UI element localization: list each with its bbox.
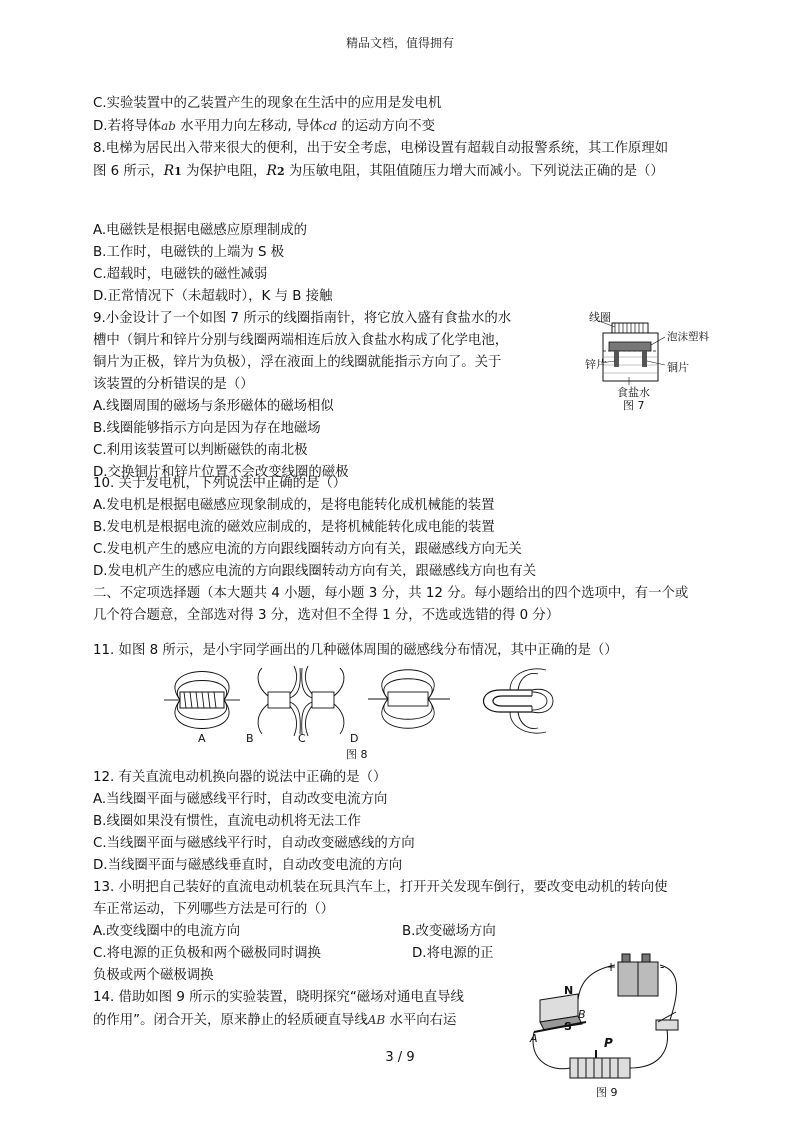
- q8-option-c: C.超载时，电磁铁的磁性减弱: [93, 267, 268, 282]
- q10-stem: 10. 关于发电机，下列说法中正确的是（）: [93, 476, 347, 491]
- label-plus: +: [606, 960, 617, 974]
- label-copper: 铜片: [667, 361, 689, 374]
- q9-stem-line1: 9.小金设计了一个如图 7 所示的线圈指南针，将它放入盛有食盐水的水: [93, 311, 512, 326]
- q9-stem-line2: 槽中（铜片和锌片分别与线圈两端相连后放入食盐水构成了化学电池，: [93, 333, 509, 348]
- q14-stem-line2: 的作用”。闭合开关，原来静止的轻质硬直导线AB 水平向右运: [93, 1013, 457, 1028]
- q8-option-b: B.工作时，电磁铁的上端为 S 极: [93, 245, 285, 260]
- figure-8-label-d: D: [350, 732, 359, 745]
- q13-option-c: C.将电源的正负极和两个磁极同时调换: [93, 946, 321, 961]
- figure-9-apparatus: [530, 950, 700, 1100]
- figure-7-caption: 图 7: [623, 399, 645, 412]
- q8-stem-line2: 图 6 所示，R1 为保护电阻，R2 为压敏电阻，其阻值随压力增大而减小。下列说法正确的是（）: [93, 163, 664, 179]
- page-number: 3 / 9: [385, 1050, 415, 1065]
- q13-stem-line2: 车正常运动，下列哪些方法是可行的（）: [93, 902, 335, 917]
- q13-option-a: A.改变线圈中的电流方向: [93, 924, 241, 939]
- q13-option-b: B.改变磁场方向: [402, 924, 496, 939]
- section-2-heading-line1: 二、不定项选择题（本大题共 4 小题，每小题 3 分，共 12 分。每小题给出的四个选项中，有一个或: [93, 586, 689, 601]
- figure-8-label-c: C: [298, 732, 306, 745]
- figure-8-label-b: B: [246, 732, 254, 745]
- q14-stem-line1: 14. 借助如图 9 所示的实验装置，晓明探究“磁场对通电直导线: [93, 990, 464, 1005]
- r1-symbol: R1: [163, 163, 182, 179]
- q9-stem-line3: 铜片为正极，锌片为负极），浮在液面上的线圈就能指示方向了。关于: [93, 355, 502, 370]
- figure-9-caption: 图 9: [596, 1086, 618, 1099]
- q8-stem-line1: 8.电梯为居民出入带来很大的便利，出于安全考虑，电梯设置有超载自动报警系统，其工作原理如: [93, 141, 669, 156]
- label-zinc: 锌片: [585, 358, 607, 371]
- label-salt-water: 食盐水: [617, 386, 650, 399]
- q8-option-a: A.电磁铁是根据电磁感应原理制成的: [93, 223, 308, 238]
- section-2-heading-line2: 几个符合题意，全部选对得 3 分，选对但不全得 1 分，不选或选错的得 0 分）: [93, 608, 560, 623]
- q9-option-c: C.利用该装置可以判断磁铁的南北极: [93, 443, 308, 458]
- q9-option-d: D.交换铜片和锌片位置不会改变线圈的磁极: [93, 465, 349, 480]
- figure-8-drawing: [160, 664, 560, 744]
- symbol-ab-wire: AB: [367, 1013, 386, 1027]
- label-a-end: A: [530, 1032, 538, 1045]
- figure-8-label-a: A: [198, 732, 206, 745]
- q9-stem-line4: 该装置的分析错误的是（）: [93, 377, 254, 392]
- label-s-pole: S: [564, 1020, 572, 1033]
- q9-option-a: A.线圈周围的磁场与条形磁体的磁场相似: [93, 399, 334, 414]
- q10-option-d: D.发电机产生的感应电流的方向跟线圈转动方向有关，跟磁感线方向也有关: [93, 564, 537, 579]
- q12-option-a: A.当线圈平面与磁感线平行时，自动改变电流方向: [93, 792, 388, 807]
- q9-option-b: B.线圈能够指示方向是因为存在地磁场: [93, 421, 321, 436]
- q13-option-d-line2: 负极或两个磁极调换: [93, 968, 214, 983]
- page-header: 精品文档，值得拥有: [345, 36, 454, 50]
- label-b-end: B: [578, 1008, 586, 1021]
- q12-stem: 12. 有关直流电动机换向器的说法中正确的是（）: [93, 770, 387, 785]
- q11-stem: 11. 如图 8 所示，是小宇同学画出的几种磁体周围的磁感线分布情况，其中正确的是（）: [93, 643, 618, 658]
- r2-symbol: R2: [266, 163, 285, 179]
- q10-option-c: C.发电机产生的感应电流的方向跟线圈转动方向有关，跟磁感线方向无关: [93, 542, 522, 557]
- q12-option-c: C.当线圈平面与磁感线平行时，自动改变磁感线的方向: [93, 836, 415, 851]
- label-n-pole: N: [564, 984, 574, 997]
- figure-8-field-lines: [160, 664, 560, 764]
- q10-option-b: B.发电机是根据电流的磁效应制成的，是将机械能转化成电能的装置: [93, 520, 495, 535]
- q7-option-c: C.实验装置中的乙装置产生的现象在生活中的应用是发电机: [93, 96, 442, 111]
- q7-option-d: D.若将导体ab 水平用力向左移动, 导体cd 的运动方向不变: [93, 119, 436, 134]
- symbol-ab: ab: [161, 119, 176, 133]
- q8-option-d: D.正常情况下（未超载时），K 与 B 接触: [93, 289, 333, 304]
- label-coil: 线圈: [589, 311, 611, 324]
- q12-option-d: D.当线圈平面与磁感线垂直时，自动改变电流的方向: [93, 858, 403, 873]
- q13-option-d-line1: D.将电源的正: [412, 946, 494, 961]
- label-p-slider: P: [604, 1036, 613, 1050]
- figure-8-caption: 图 8: [346, 748, 368, 761]
- figure-7-coil-compass: [585, 305, 710, 410]
- q12-option-b: B.线圈如果没有惯性，直流电动机将无法工作: [93, 814, 361, 829]
- label-minus: -: [660, 960, 665, 974]
- symbol-cd: cd: [322, 119, 338, 133]
- q10-option-a: A.发电机是根据电磁感应现象制成的，是将电能转化成机械能的装置: [93, 498, 495, 513]
- q13-stem-line1: 13. 小明把自己装好的直流电动机装在玩具汽车上，打开开关发现车倒行，要改变电动机的转向使: [93, 880, 668, 895]
- label-foam: 泡沫塑料: [667, 331, 709, 343]
